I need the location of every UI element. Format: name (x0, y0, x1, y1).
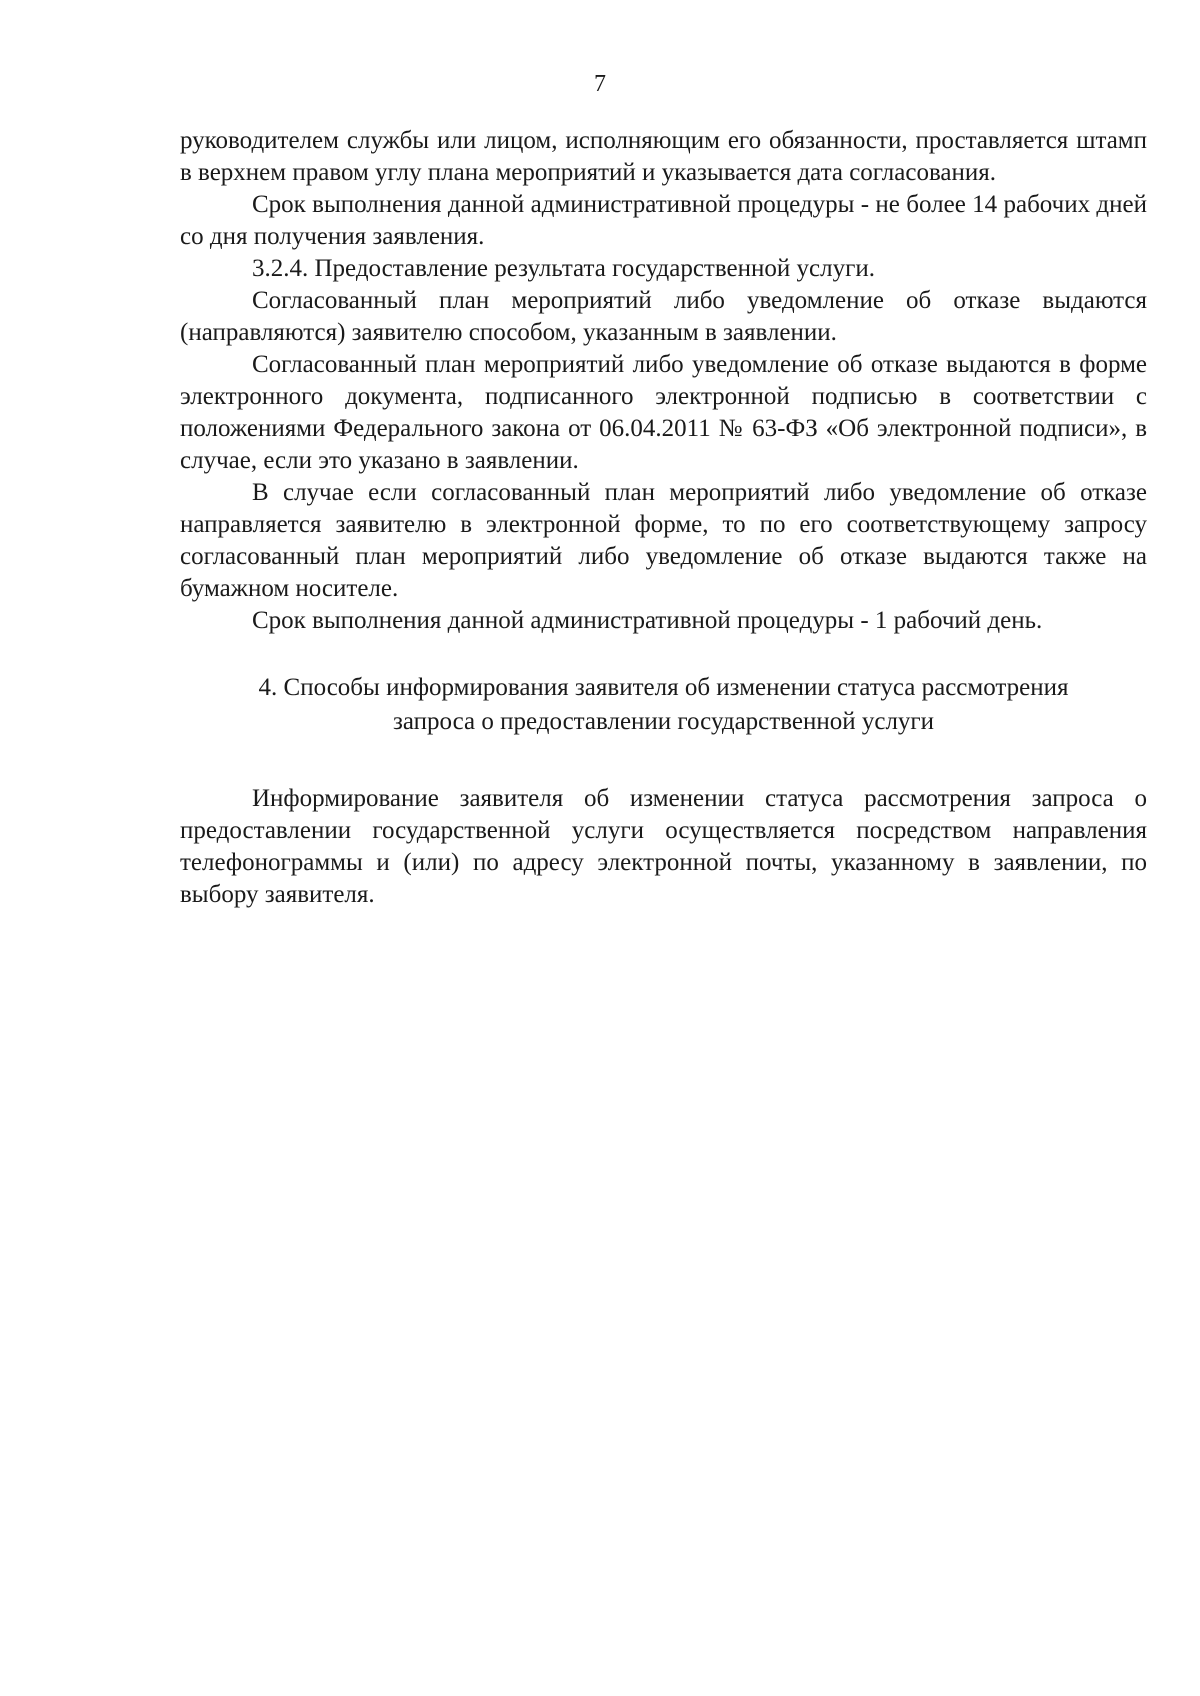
section-4-heading (180, 671, 1147, 739)
paragraph-section-3-2-4: 3.2.4. Предоставление результата государственной услуги. (252, 255, 875, 282)
paragraph-continuation: руководителем службы или лицом, исполняющим его обязанности, проставляется штамп в верхнем правом углу плана мероприятий и указывается дата согласования. (180, 127, 1147, 186)
paragraph-deadline-1-day: Срок выполнения данной административной процедуры - 1 рабочий день. (252, 607, 1043, 634)
paragraph-delivery-method: Согласованный план мероприятий либо уведомление об отказе выдаются (направляются) заявителю способом, указанным в заявлении. (180, 287, 1147, 346)
paragraph-section-4: Информирование заявителя об изменении статуса рассмотрения запроса о предоставлении государственной услуги осуществляется посредством направления телефонограммы и (или) по адресу электронной почты, указанному в заявлении, по выбору заявителя. (180, 785, 1147, 908)
paragraph-electronic-document: Согласованный план мероприятий либо уведомление об отказе выдаются в форме электронного документа, подписанного электронной подписью в соответствии с положениями Федерального закона от 06.04.2011 № 63-ФЗ «Об электронной подписи», в случае, если это указано в заявлении. (180, 351, 1147, 474)
page-number: 7 (594, 71, 606, 97)
section-4-heading-line-1: 4. Способы информирования заявителя об изменении статуса рассмотрения (258, 674, 1069, 701)
document-body (180, 125, 1147, 911)
paragraph-paper-copy: В случае если согласованный план мероприятий либо уведомление об отказе направляется заявителю в электронной форме, то по его соответствующему запросу согласованный план мероприятий либо уведомление об отказе выдаются также на бумажном носителе. (180, 479, 1147, 602)
section-4-heading-line-2: запроса о предоставлении государственной услуги (392, 708, 935, 735)
paragraph-deadline-14-days: Срок выполнения данной административной процедуры - не более 14 рабочих дней со дня получения заявления. (180, 191, 1147, 250)
